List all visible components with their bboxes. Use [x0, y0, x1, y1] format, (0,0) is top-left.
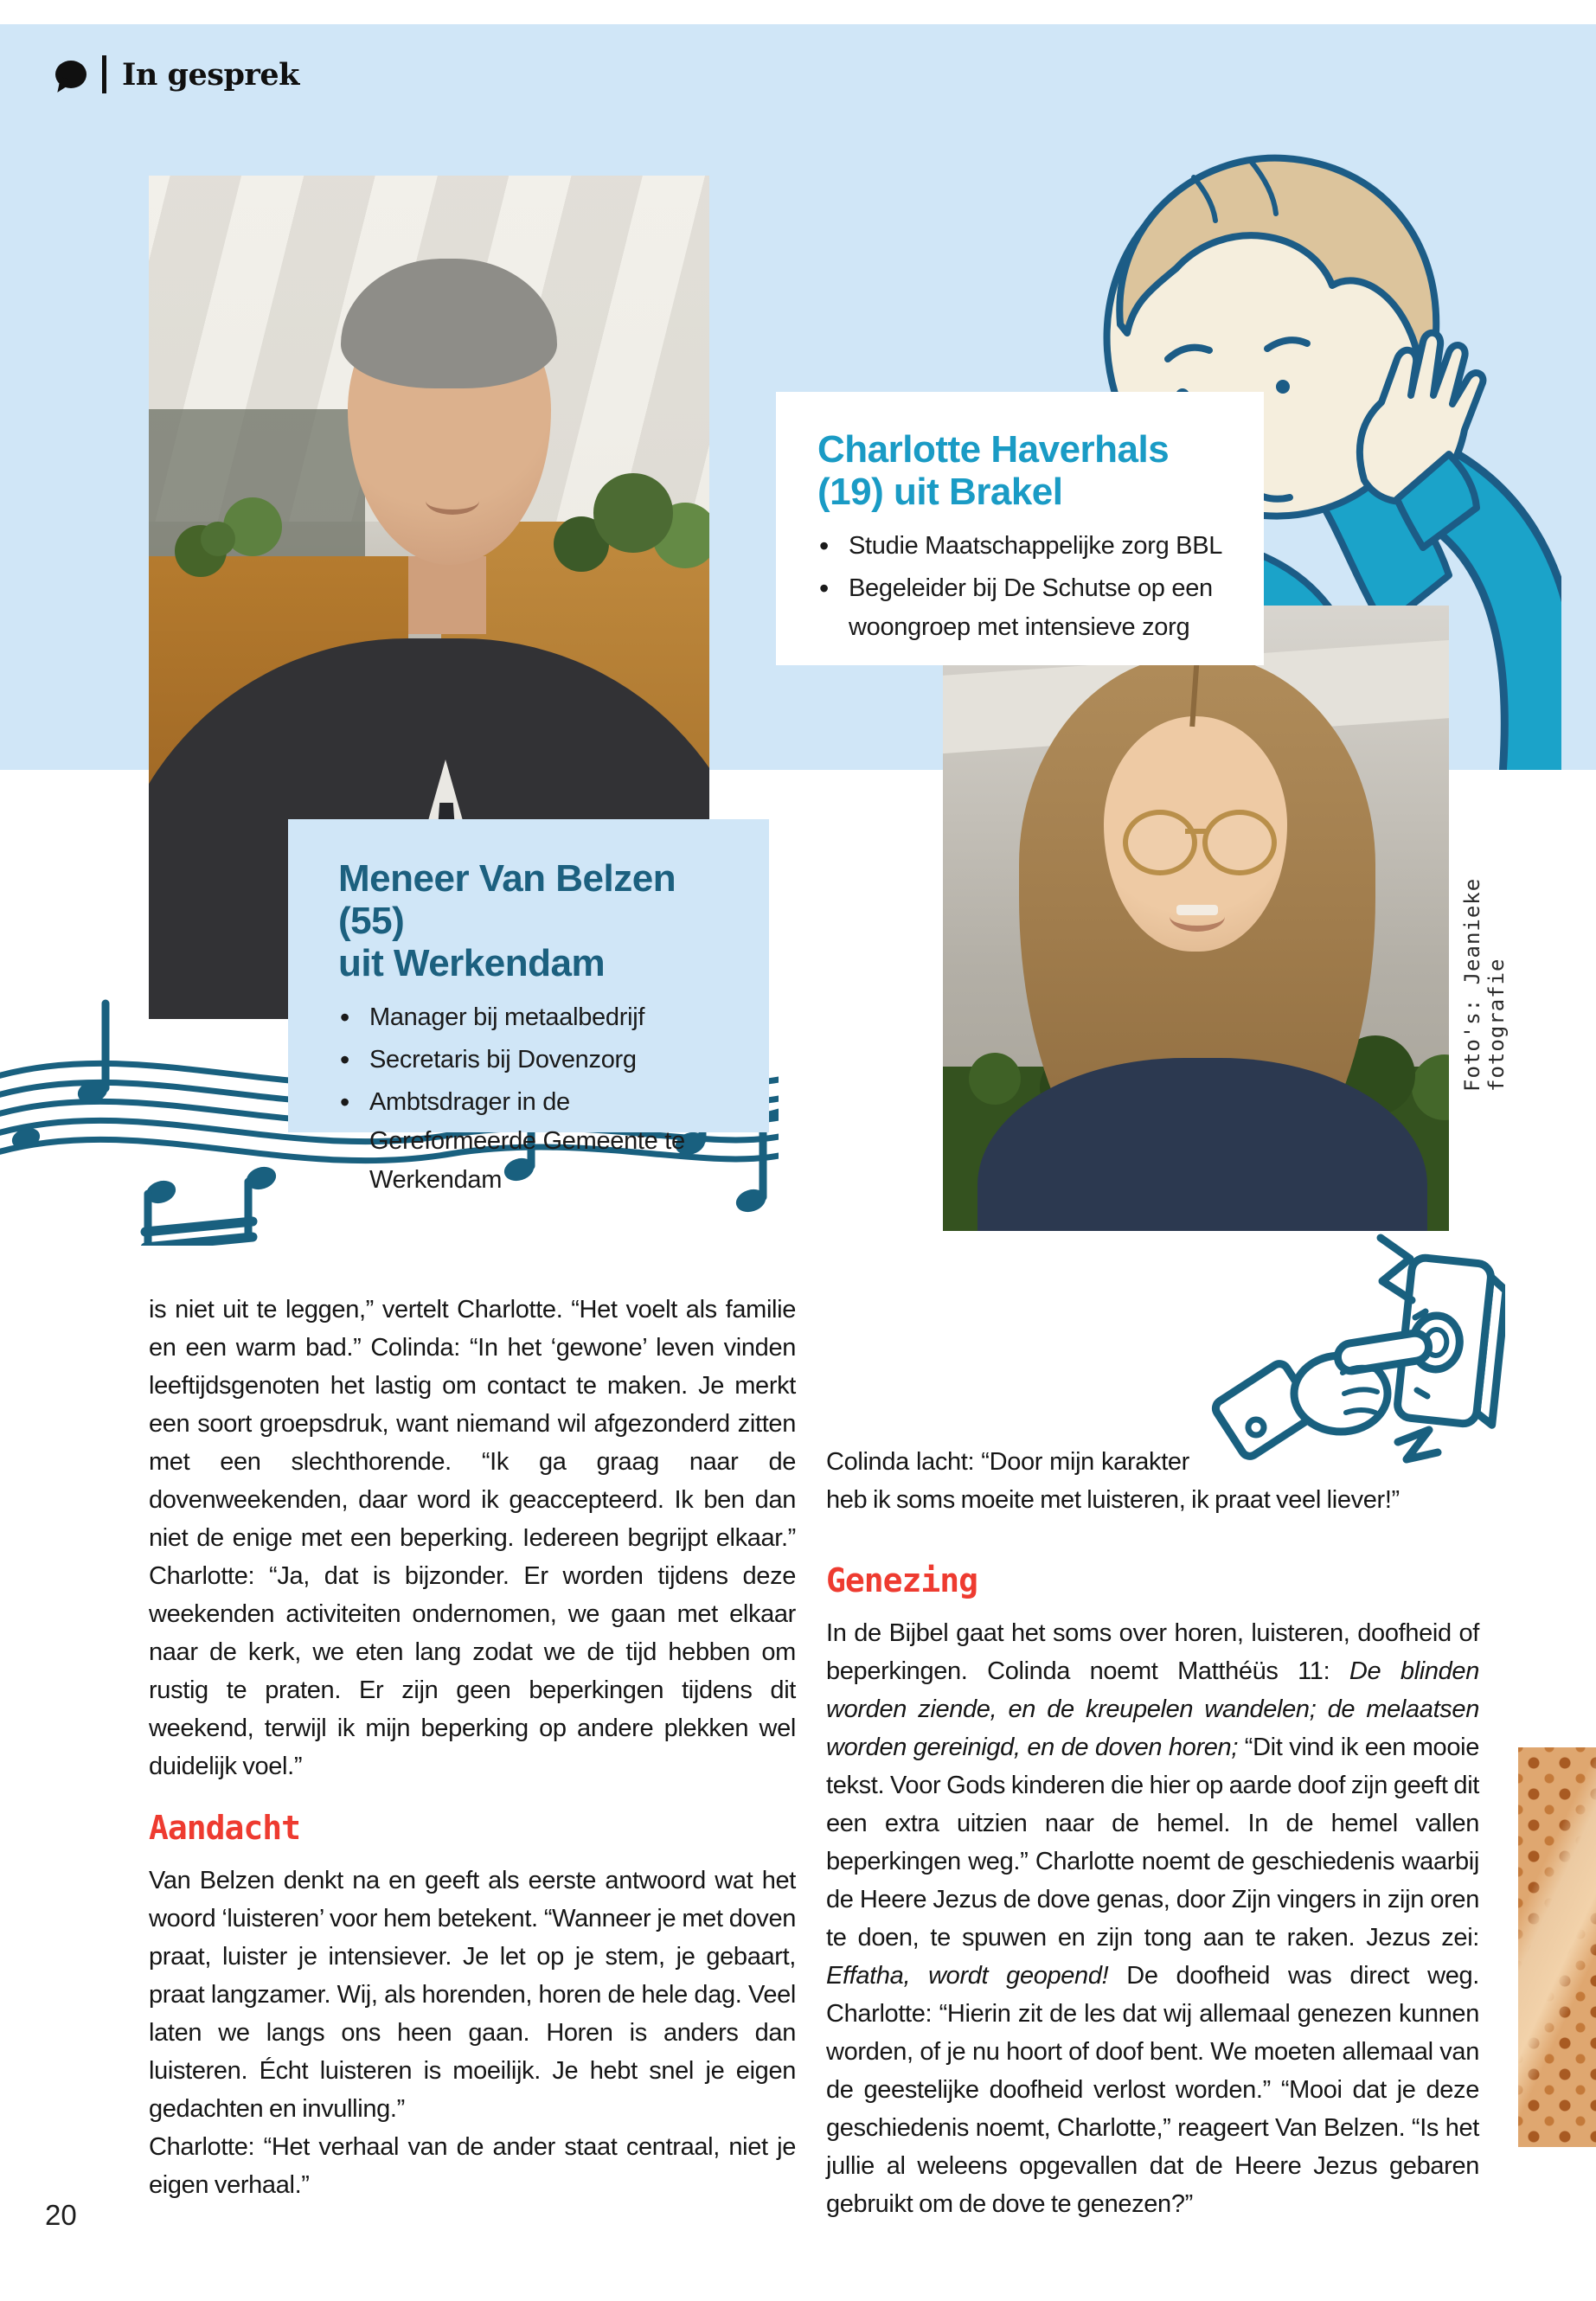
- section-heading-aandacht: Aandacht: [149, 1809, 301, 1847]
- photo-man-neck: [408, 556, 486, 634]
- photo-woman-glasses-bridge: [1185, 829, 1206, 834]
- section-title: In gesprek: [122, 56, 299, 93]
- van-belzen-title-line2: uit Werkendam: [338, 942, 606, 984]
- page-number: 20: [45, 2199, 77, 2231]
- section-heading-genezing: Genezing: [826, 1561, 978, 1599]
- paragraph: Charlotte: “Het verhaal van de ander staat centraal, niet je eigen verhaal.”: [149, 2133, 796, 2199]
- paragraph: In de Bijbel gaat het soms over horen, luisteren, doofheid of beperkingen. Colinda noemt Matthéüs 11: De blinden worden ziende, en de kreupelen wandelen; de melaatsen worden gereinigd, en de doven horen; “Dit vind ik een mooie tekst. Voor Gods kinderen die hier op aarde doof zijn geeft dit een extra uitzien naar de hemel. In de hemel vallen beperkingen weg.” Charlotte noemt de geschiedenis waarbij de Heere Jezus de dove genas, door Zijn vingers in zijn oren te doen, te spuwen en zijn tong aan te raken. Jezus zei: Effatha, wordt geopend! De doofheid was direct weg. Charlotte: “Hierin zit de les dat wij allemaal genezen kunnen worden, of je nu hoort of doof bent. We moeten allemaal van de geestelijke doofheid verlost worden.” “Mooi dat je deze geschiedenis noemt, Charlotte,” reageert Van Belzen. “Is het jullie al weleens opgevallen dat de Heere Jezus gebaren gebruikt om de dove te genezen?”: [826, 1619, 1479, 2218]
- photo-background-window: [149, 409, 365, 574]
- info-box-van-belzen: [288, 819, 769, 1194]
- info-box-charlotte: [776, 392, 1264, 665]
- list-item: • Ambtsdrager in de Gereformeerde Gemeente te Werkendam: [338, 1083, 743, 1200]
- paragraph: is niet uit te leggen,” vertelt Charlotte. “Het voelt als familie en een warm bad.” Colinda: “In het ‘gewone’ leven vinden leeftijdsgenoten het lastig om contact te maken. Je merkt een soort groepsdruk, want niemand wil afgezonderd zitten met een slechthorende. “Ik ga graag naar de dovenweekenden, daar word ik geaccepteerd. Ik ben dan niet de enige met een beperking. Iedereen begrijpt elkaar.” Charlotte: “Ja, dat is bijzonder. Er worden tijdens deze weekenden activiteiten ondernomen, we gaan met elkaar naar de kerk, we eten lang zodat we de tijd hebben om rustig te praten. Er zijn geen beperkingen tijdens dit weekend, terwijl ik mijn beperking op andere plekken wel duidelijk voel.”: [149, 1296, 796, 1780]
- header-divider: [102, 55, 106, 93]
- charlotte-title-line2: (19) uit Brakel: [817, 471, 1063, 513]
- list-item: • Manager bij metaalbedrijf: [338, 998, 743, 1037]
- article-column-right: [826, 1443, 1479, 2223]
- van-belzen-title-line1: Meneer Van Belzen (55): [338, 857, 676, 942]
- illustration-text-wrap-spacer: [1189, 1443, 1479, 1481]
- section-header: [55, 55, 299, 93]
- photo-man-smile: [426, 487, 479, 515]
- list-item: • Secretaris bij Dovenzorg: [338, 1041, 743, 1080]
- photo-charlotte: [943, 606, 1449, 1231]
- article-column-left: [149, 1291, 796, 2204]
- doorbell-hand-illustration: [1211, 1224, 1505, 1475]
- charlotte-bullet-list: [817, 527, 1229, 647]
- list-item: • Studie Maatschappelijke zorg BBL: [817, 527, 1229, 566]
- paragraph: Van Belzen denkt na en geeft als eerste antwoord wat het woord ‘luisteren’ voor hem betekent. “Wanneer je met doven praat, luister je intensiever. Je let op je stem, je gebaart, praat langzamer. Wij, als horenden, horen de hele dag. Veel laten we langs ons heen gaan. Horen is anders dan luisteren. Écht luisteren is moeilijk. Je hebt snel je eigen gedachten en invulling.”: [149, 1867, 796, 2123]
- paragraph: Colinda lacht: “Door mijn karakter heb ik soms moeite met luisteren, ik praat veel liever!”: [826, 1448, 1400, 1514]
- list-item: • Begeleider bij De Schutse op een woongroep met intensieve zorg: [817, 569, 1229, 647]
- charlotte-title-line1: Charlotte Haverhals: [817, 428, 1170, 471]
- photo-credit: Foto's: Jeanieke fotografie: [1460, 877, 1509, 1092]
- photo-plants: [201, 522, 235, 556]
- photo-snippet-bottom-right: [1518, 1747, 1596, 2147]
- speech-bubble-icon: [55, 61, 87, 88]
- photo-woman-smile: [1170, 901, 1225, 932]
- van-belzen-bullet-list: [338, 998, 743, 1200]
- photo-woman-glasses-right: [1202, 810, 1277, 875]
- photo-woman-glasses-left: [1123, 810, 1197, 875]
- charlotte-box-title: [817, 428, 1229, 513]
- van-belzen-box-title: [338, 857, 743, 984]
